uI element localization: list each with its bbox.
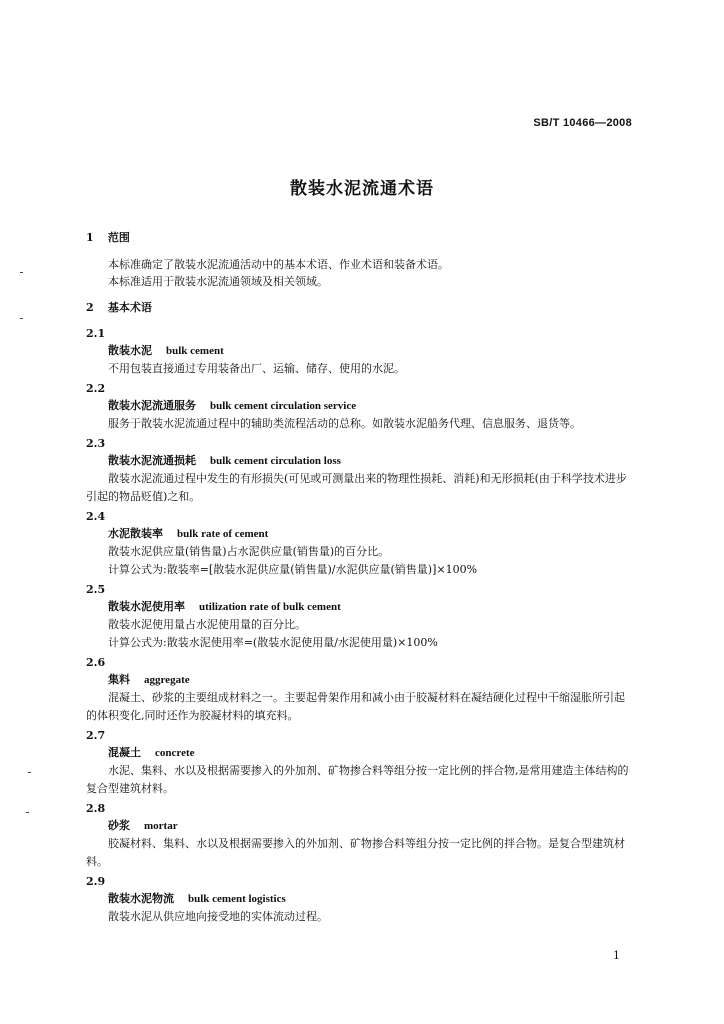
section-title: 范围 bbox=[107, 231, 130, 244]
document-title: 散装水泥流通术语 bbox=[290, 179, 434, 199]
term-english: bulk cement circulation service bbox=[210, 400, 357, 412]
term-heading bbox=[86, 525, 634, 543]
section-number: 2 bbox=[86, 301, 94, 314]
section-number: 1 bbox=[86, 231, 94, 244]
term-formula: 计算公式为:散装水泥使用率=(散装水泥使用量/水泥使用量)×100% bbox=[108, 636, 438, 649]
term-chinese: 水泥散装率 bbox=[108, 527, 163, 540]
term-chinese: 砂浆 bbox=[108, 819, 130, 832]
term-english: utilization rate of bulk cement bbox=[199, 601, 341, 613]
term-number: 2.2 bbox=[86, 382, 106, 395]
section-title: 基本术语 bbox=[107, 301, 152, 314]
term-definition: 水泥、集料、水以及根据需要掺入的外加剂、矿物掺合料等组分按一定比例的拌合物,是常用建造主体结构的复合型建筑材料。 bbox=[86, 764, 629, 795]
term-heading bbox=[86, 671, 634, 689]
term-definition: 散装水泥从供应地向接受地的实体流动过程。 bbox=[108, 910, 328, 923]
term-english: bulk cement bbox=[166, 345, 224, 357]
term-heading bbox=[86, 598, 634, 616]
term-entry bbox=[86, 325, 634, 378]
term-chinese: 散装水泥使用率 bbox=[108, 600, 185, 613]
scan-speck bbox=[26, 812, 29, 813]
scan-speck bbox=[20, 272, 23, 273]
term-heading bbox=[86, 452, 634, 470]
term-heading bbox=[86, 817, 634, 835]
term-heading bbox=[86, 890, 634, 908]
term-definition: 混凝土、砂浆的主要组成材料之一。主要起骨架作用和减小由于胶凝材料在凝结硬化过程中干缩湿胀所引起的体积变化,同时还作为胶凝材料的填充料。 bbox=[86, 691, 625, 722]
term-heading bbox=[86, 397, 634, 415]
term-english: bulk rate of cement bbox=[177, 528, 269, 540]
scan-speck bbox=[28, 772, 31, 773]
term-number: 2.7 bbox=[86, 729, 106, 742]
section-heading-scope bbox=[86, 230, 634, 246]
scan-speck bbox=[20, 318, 23, 319]
term-entry bbox=[86, 581, 634, 652]
term-definition: 服务于散装水泥流通过程中的辅助类流程活动的总称。如散装水泥船务代理、信息服务、退货等。 bbox=[108, 417, 581, 430]
term-english: mortar bbox=[144, 820, 178, 832]
document-body bbox=[86, 230, 634, 926]
term-number: 2.9 bbox=[86, 875, 106, 888]
term-chinese: 散装水泥物流 bbox=[108, 892, 174, 905]
term-chinese: 散装水泥流通损耗 bbox=[108, 454, 196, 467]
term-definition: 散装水泥供应量(销售量)占水泥供应量(销售量)的百分比。 bbox=[108, 545, 390, 558]
term-entry bbox=[86, 873, 634, 926]
term-chinese: 集料 bbox=[108, 673, 130, 686]
scope-paragraph: 本标准确定了散装水泥流通活动中的基本术语、作业术语和装备术语。 bbox=[108, 258, 449, 271]
term-number: 2.5 bbox=[86, 583, 106, 596]
standard-code: SB/T 10466—2008 bbox=[533, 117, 632, 129]
term-english: aggregate bbox=[144, 674, 190, 686]
term-chinese: 混凝土 bbox=[108, 746, 141, 759]
term-number: 2.1 bbox=[86, 327, 106, 340]
term-english: bulk cement circulation loss bbox=[210, 455, 341, 467]
term-heading bbox=[86, 342, 634, 360]
term-english: bulk cement logistics bbox=[188, 893, 286, 905]
term-chinese: 散装水泥流通服务 bbox=[108, 399, 196, 412]
term-entry bbox=[86, 727, 634, 798]
term-entry bbox=[86, 800, 634, 871]
term-definition: 散装水泥使用量占水泥使用量的百分比。 bbox=[108, 618, 306, 631]
scope-paragraph: 本标准适用于散装水泥流通领域及相关领域。 bbox=[108, 275, 328, 288]
term-entry bbox=[86, 435, 634, 506]
term-heading bbox=[86, 744, 634, 762]
term-english: concrete bbox=[155, 747, 195, 759]
section-heading-basic-terms bbox=[86, 300, 634, 316]
term-entry bbox=[86, 654, 634, 725]
term-entry bbox=[86, 380, 634, 433]
term-definition: 散装水泥流通过程中发生的有形损失(可见或可测量出来的物理性损耗、消耗)和无形损耗(由于科学技术进步引起的物品贬值)之和。 bbox=[86, 472, 627, 503]
term-entry bbox=[86, 508, 634, 579]
term-number: 2.6 bbox=[86, 656, 106, 669]
term-chinese: 散装水泥 bbox=[108, 344, 152, 357]
term-number: 2.4 bbox=[86, 510, 106, 523]
term-definition: 不用包装直接通过专用装备出厂、运输、储存、使用的水泥。 bbox=[108, 362, 405, 375]
page-number: 1 bbox=[613, 949, 620, 962]
term-number: 2.3 bbox=[86, 437, 106, 450]
term-definition: 胶凝材料、集料、水以及根据需要掺入的外加剂、矿物掺合料等组分按一定比例的拌合物。是复合型建筑材料。 bbox=[86, 837, 625, 868]
term-formula: 计算公式为:散装率=[散装水泥供应量(销售量)/水泥供应量(销售量)]×100% bbox=[108, 563, 478, 576]
term-number: 2.8 bbox=[86, 802, 106, 815]
